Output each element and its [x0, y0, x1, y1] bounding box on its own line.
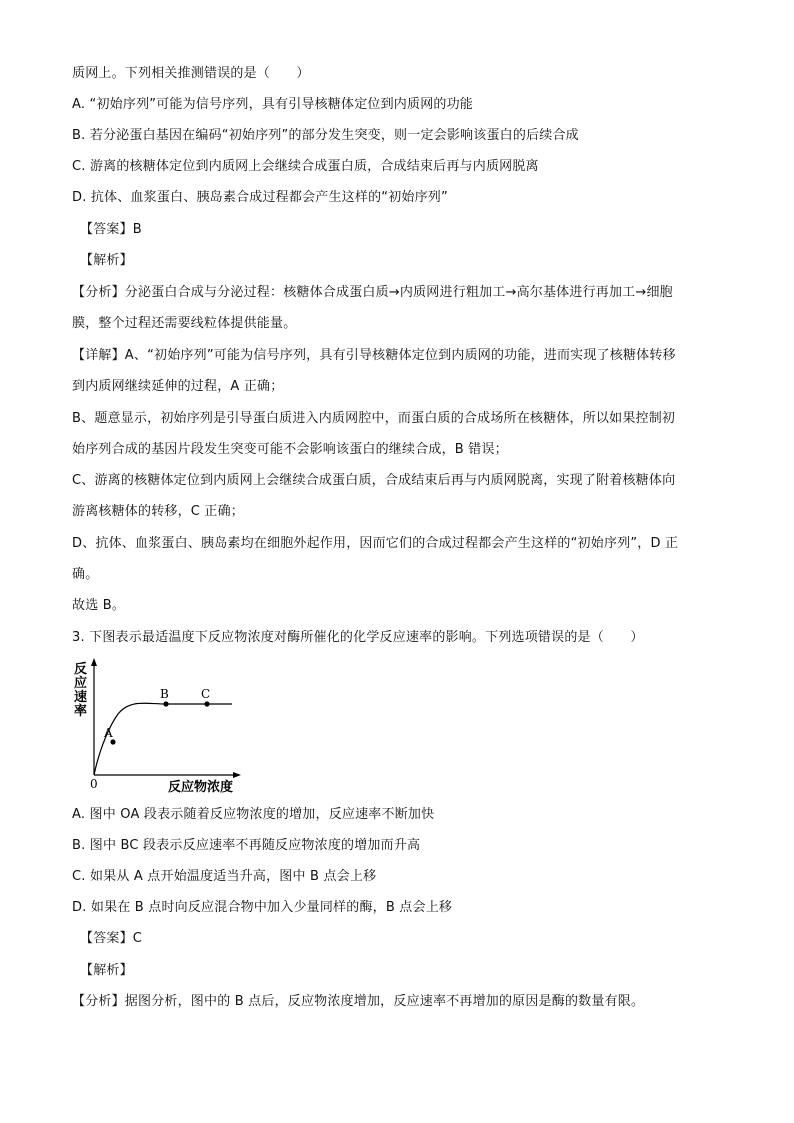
text-line: 【详解】A、“初始序列”可能为信号序列，具有引导核糖体定位到内质网的功能，进而实现了核糖体转移 — [72, 348, 676, 363]
point-b-marker — [163, 701, 168, 706]
x-axis-label: 反应物浓度 — [168, 780, 234, 795]
text-line: A. 图中 OA 段表示随着反应物浓度的增加，反应速率不断加快 — [72, 807, 435, 822]
text-line: B. 图中 BC 段表示反应速率不再随反应物浓度的增加而升高 — [72, 838, 421, 853]
rate-curve — [94, 703, 232, 775]
text-line: D. 抗体、血浆蛋白、胰岛素合成过程都会产生这样的“初始序列” — [72, 190, 448, 205]
text-line: 【解析】 — [80, 253, 133, 268]
y-axis-label-char: 率 — [74, 704, 88, 719]
figure-axes — [91, 658, 241, 778]
y-axis-label — [74, 661, 87, 719]
text-line: 【答案】B — [80, 222, 142, 237]
reaction-rate-figure — [70, 657, 260, 797]
text-line: 3. 下图表示最适温度下反应物浓度对酶所催化的化学反应速率的影响。下列选项错误的是（ ） — [72, 630, 644, 645]
text-line: D、抗体、血浆蛋白、胰岛素均在细胞外起作用，因而它们的合成过程都会产生这样的“初始序列”，D 正 — [72, 536, 679, 551]
text-line: C. 如果从 A 点开始温度适当升高，图中 B 点会上移 — [72, 869, 377, 884]
text-line: 游离核糖体的转移，C 正确； — [72, 504, 245, 519]
y-axis-label-char: 速 — [74, 690, 88, 705]
text-line: 膜，整个过程还需要线粒体提供能量。 — [72, 316, 297, 331]
y-axis-label-char: 应 — [74, 676, 88, 691]
y-axis-label-char: 反 — [74, 662, 88, 677]
text-line: 到内质网继续延伸的过程，A 正确； — [72, 379, 284, 394]
text-line: 确。 — [72, 567, 99, 582]
text-line: 【解析】 — [80, 963, 133, 978]
y-axis-arrow — [91, 658, 97, 666]
text-line: 【分析】分泌蛋白合成与分泌过程：核糖体合成蛋白质→内质网进行粗加工→高尔基体进行再加工→细胞 — [72, 285, 673, 300]
point-c-marker — [204, 701, 209, 706]
text-line: 【分析】据图分析，图中的 B 点后，反应物浓度增加，反应速率不再增加的原因是酶的数量有限。 — [72, 994, 645, 1009]
text-line: B. 若分泌蛋白基因在编码“初始序列”的部分发生突变，则一定会影响该蛋白的后续合成 — [72, 128, 579, 143]
text-line: 质网上。下列相关推测错误的是（ ） — [72, 66, 310, 81]
point-a-label: A — [104, 726, 113, 740]
text-line: B、题意显示，初始序列是引导蛋白质进入内质网腔中，而蛋白质的合成场所在核糖体，所以如果控制初 — [72, 411, 676, 426]
text-line: 【答案】C — [80, 931, 143, 946]
origin-label: 0 — [90, 777, 98, 791]
text-line: A. “初始序列”可能为信号序列，具有引导核糖体定位到内质网的功能 — [72, 97, 473, 112]
point-c-label: C — [201, 687, 211, 701]
text-line: C、游离的核糖体定位到内质网上会继续合成蛋白质，合成结束后再与内质网脱离，实现了附着核糖体向 — [72, 473, 676, 488]
point-b-label: B — [160, 687, 169, 701]
x-axis-arrow — [233, 772, 241, 778]
text-line: C. 游离的核糖体定位到内质网上会继续合成蛋白质，合成结束后再与内质网脱离 — [72, 159, 539, 174]
text-line: D. 如果在 B 点时向反应混合物中加入少量同样的酶，B 点会上移 — [72, 900, 453, 915]
text-line: 故选 B。 — [72, 598, 126, 613]
point-a-marker — [110, 739, 115, 744]
text-line: 始序列合成的基因片段发生突变可能不会影响该蛋白的继续合成，B 错误； — [72, 442, 508, 457]
